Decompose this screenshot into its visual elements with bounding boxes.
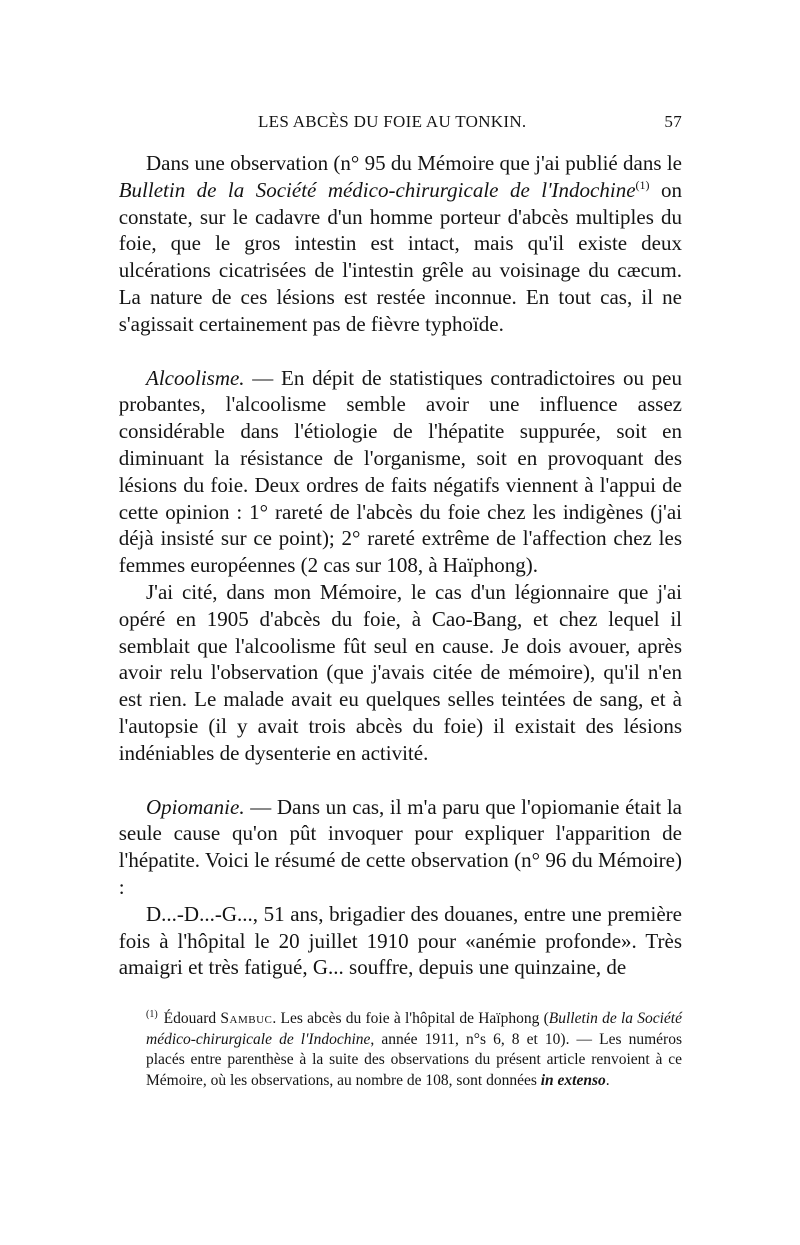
page — [118, 112, 682, 1091]
page-number: 57 — [664, 112, 682, 131]
paragraph-2 — [119, 365, 682, 579]
paragraph-3: J'ai cité, dans mon Mémoire, le cas d'un légionnaire que j'ai opéré en 1905 d'abcès du foie, à Cao-Bang, et chez lequel il semblait que l'alcoolisme fût seul en cause. Je dois avouer, après avoir relu l'observation (que j'avais citée de mémoire), qu'il n'en est rien. Le malade avait eu quelques selles teintées de sang, et à l'autopsie (il y avait trois abcès du foie) il existait des lésions indéniables de dysenterie en activité. — [118, 579, 682, 765]
paragraph-5: D...-D...-G..., 51 ans, brigadier des douanes, entre une première fois à l'hôpital le 20 juillet 1910 pour «anémie profonde». Très amaigri et très fatigué, G... souffre, depuis une quinzaine, de — [118, 901, 682, 980]
footnote-author-last: Sambuc — [220, 1010, 273, 1028]
section-runin-alcoolisme: Alcoolisme. — [146, 365, 245, 390]
paragraph-1-text-a: Dans une observation (n° 95 du Mémoire que j'ai publié dans le — [146, 151, 682, 175]
footnote-in-extenso: in extenso — [540, 1071, 606, 1089]
section-runin-opiomanie: Opiomanie. — [146, 794, 245, 819]
page-header — [146, 112, 682, 142]
footnote-separator — [146, 981, 682, 999]
footnote-text-a: . Les abcès du foie à l'hôpital de Haïphong ( — [272, 1010, 549, 1028]
footnote-mark: (1) — [146, 1008, 158, 1020]
footnote-ref: (1) — [635, 177, 650, 192]
journal-title: Bulletin de la Société médico-chirurgicale de l'Indochine — [118, 177, 636, 202]
paragraph-4-text: — Dans un cas, il m'a paru que l'opiomanie était la seule cause qu'on pût invoquer pour expliquer l'apparition de l'hépatite. Voici le résumé de cette observation (n° 96 du Mémoire) : — [118, 794, 682, 899]
paragraph-1 — [119, 150, 682, 338]
footnote-author-first: Édouard — [163, 1010, 221, 1028]
paragraph-2-text: — En dépit de statistiques contradictoires ou peu probantes, l'alcoolisme semble avoir une influence assez considérable dans l'étiologie de l'hépatite suppurée, soit en diminuant la résistance de l'organisme, soit en provoquant des lésions du foie. Deux ordres de faits négatifs viennent à l'appui de cette opinion : 1° rareté de l'abcès du foie chez les indigènes (j'ai déjà insisté sur ce point); 2° rareté extrême de l'affection chez les femmes européennes (2 cas sur 108, à Haïphong). — [118, 365, 682, 578]
footnotes — [146, 1009, 682, 1091]
running-title: LES ABCÈS DU FOIE AU TONKIN. — [258, 112, 527, 131]
footnote-1 — [146, 1009, 682, 1091]
body-text — [118, 150, 682, 981]
footnote-text-b: , année 1911, n°s 6, 8 et 10). — Les numéros placés entre parenthèse à la suite des observations du présent article renvoient à ce Mémoire, où les observations, au nombre de 108, sont données — [146, 1030, 682, 1089]
paragraph-1-text-b: on constate, sur le cadavre d'un homme porteur d'abcès multiples du foie, que le gros intestin est intact, mais qu'il existe deux ulcérations cicatrisées de l'intestin grêle au voisinage du cæcum. La nature de ces lésions est restée inconnue. En tout cas, il ne s'agissait certainement pas de fièvre typhoïde. — [118, 177, 682, 336]
paragraph-4 — [119, 794, 682, 901]
footnote-journal: Bulletin de la Société médico-chirurgicale de l'Indochine — [146, 1010, 682, 1048]
footnote-end: . — [605, 1071, 610, 1089]
